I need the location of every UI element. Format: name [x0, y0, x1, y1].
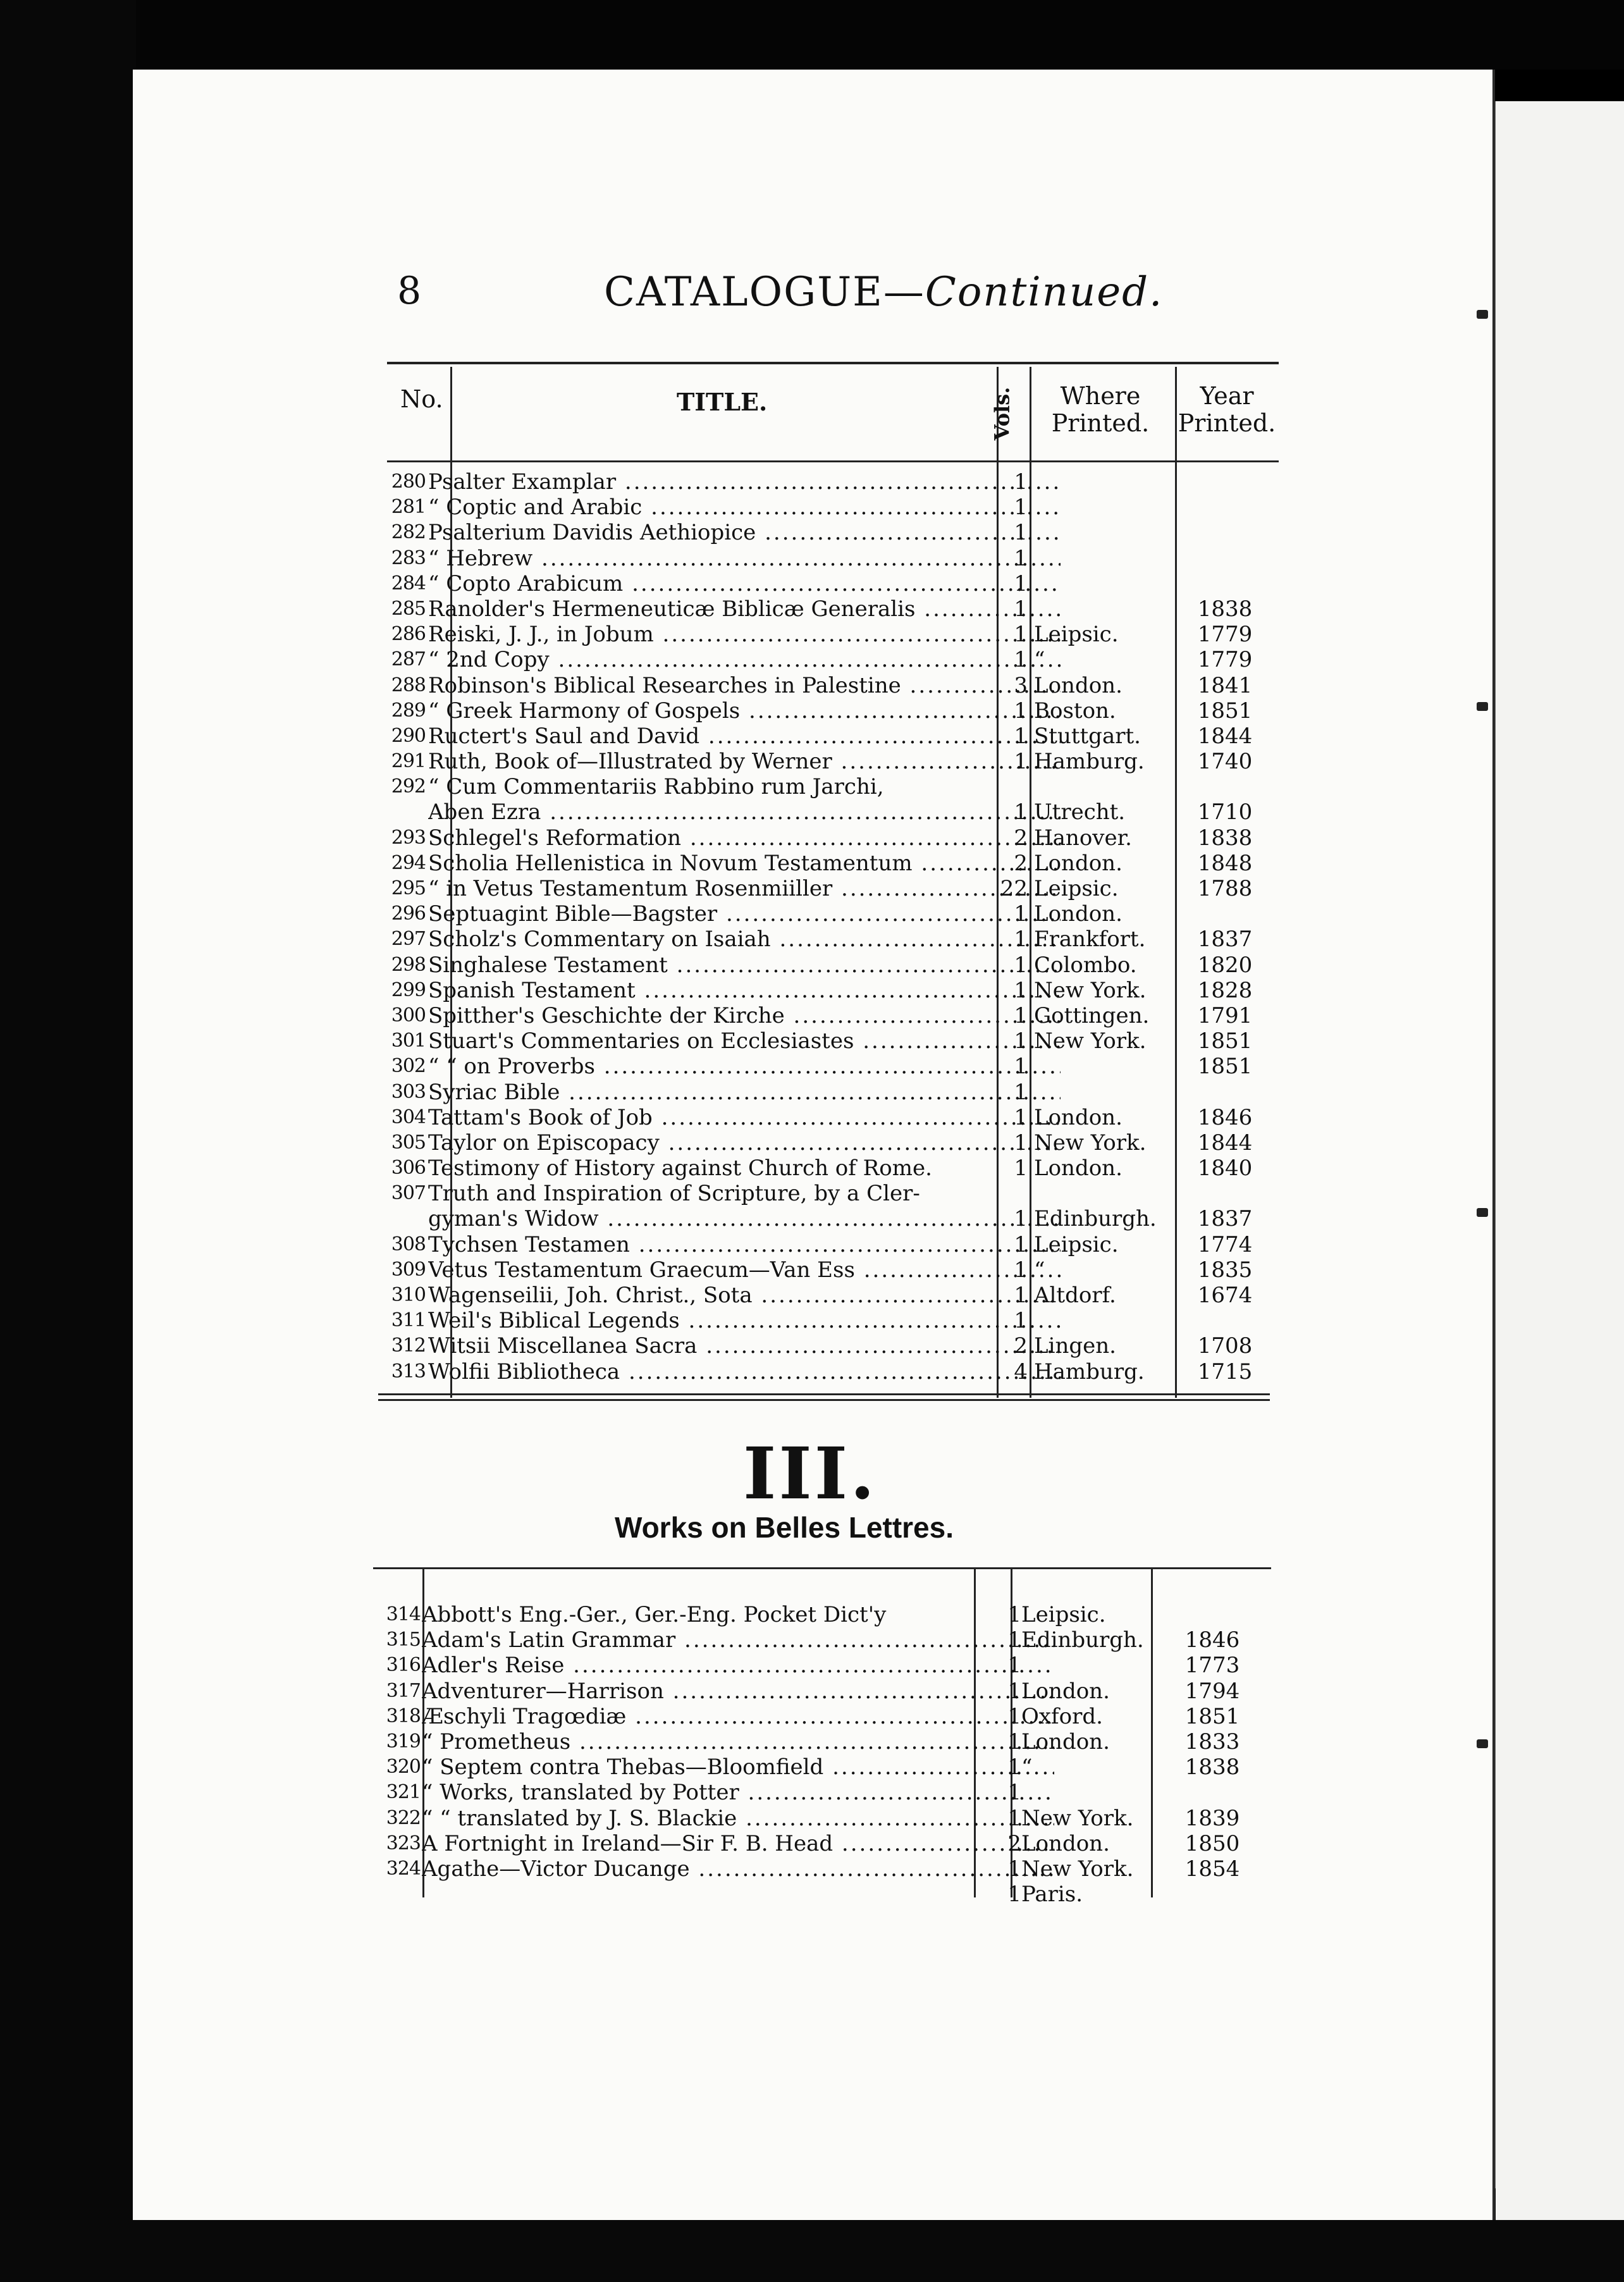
entry-title: Singhalese Testament .....	[428, 953, 1061, 978]
header-vols	[983, 383, 1021, 447]
entry-volumes: 1	[1014, 977, 1028, 1003]
entry-title: Truth and Inspiration of Scripture, by a Cler-	[428, 1181, 920, 1207]
entry-year-printed: 1837	[1197, 1206, 1253, 1232]
entry-place-printed: Leipsic.	[1021, 1602, 1106, 1627]
table-row	[389, 1156, 1287, 1181]
entry-place-printed: London.	[1034, 1156, 1123, 1181]
entry-place-printed: Altdorf.	[1034, 1283, 1116, 1308]
entry-volumes: 3	[1014, 672, 1028, 698]
scan-background-top	[0, 0, 1624, 70]
entry-number: 304	[391, 1106, 426, 1128]
scan-background-left	[0, 0, 136, 2282]
entry-volumes: 1	[1014, 1231, 1028, 1257]
entry-year-printed: 1774	[1197, 1231, 1253, 1257]
entry-year-printed: 1844	[1197, 1130, 1253, 1156]
entry-place-printed: Leipsic.	[1034, 876, 1119, 901]
table-top-rule	[387, 362, 1279, 364]
entry-year-printed: 1850	[1184, 1830, 1240, 1856]
table-row	[389, 571, 1287, 596]
entry-place-printed: London.	[1021, 1729, 1110, 1755]
table-row	[389, 978, 1287, 1003]
table-row	[389, 1054, 1287, 1079]
entry-place-printed: Hamburg.	[1034, 1359, 1145, 1385]
entry-volumes: 1	[1007, 1805, 1021, 1831]
entry-place-printed: Paris.	[1021, 1882, 1083, 1908]
entry-number: 298	[391, 953, 426, 976]
entry-title: Witsii Miscellanea Sacra .....	[428, 1333, 1061, 1359]
entry-place-printed: Lingen.	[1034, 1333, 1116, 1359]
entry-place-printed: Boston.	[1034, 698, 1116, 724]
entry-number: 284	[391, 572, 426, 595]
entry-year-printed: 1710	[1197, 799, 1253, 825]
entry-number: 306	[391, 1157, 426, 1180]
entry-place-printed: New York.	[1021, 1856, 1134, 1882]
table-row	[389, 622, 1287, 647]
entry-title: Adventurer—Harrison .....	[422, 1679, 1054, 1704]
entry-title: Stuart's Commentaries on Ecclesiastes .....	[428, 1028, 1061, 1054]
entry-title: A Fortnight in Ireland—Sir F. B. Head .....	[422, 1831, 1054, 1856]
entry-volumes: 1	[1014, 799, 1028, 825]
table-row	[389, 1181, 1287, 1206]
table-row	[389, 927, 1287, 952]
entry-number: 309	[391, 1258, 426, 1281]
entry-number: 283	[391, 546, 426, 569]
entry-title: Æschyli Tragœdiæ .....	[422, 1704, 1054, 1729]
table-row	[389, 1308, 1287, 1333]
entry-volumes: 4	[1014, 1359, 1028, 1385]
entry-title: Wagenseilii, Joh. Christ., Sota .....	[428, 1283, 1061, 1308]
belles-lettres-entries	[376, 1602, 1274, 1907]
header-title: TITLE.	[677, 388, 768, 416]
table-row	[389, 1130, 1287, 1156]
entry-year-printed: 1848	[1197, 850, 1253, 876]
entry-place-printed: “	[1034, 1257, 1045, 1283]
entry-year-printed: 1840	[1197, 1156, 1253, 1181]
entry-volumes: 1	[1014, 545, 1028, 571]
entry-volumes: 1	[1014, 952, 1028, 978]
entry-volumes: 1	[1014, 723, 1028, 749]
entry-title: Psalter Examplar .....	[428, 469, 1061, 495]
entry-number: 289	[391, 699, 426, 722]
entry-number: 320	[386, 1756, 421, 1779]
table-row	[376, 1856, 1274, 1882]
section-title: Works on Belles Lettres.	[615, 1511, 954, 1544]
entry-volumes: 2	[1014, 850, 1028, 876]
table-row	[389, 647, 1287, 672]
entry-volumes: 1	[1014, 495, 1028, 521]
entry-volumes: 1	[1007, 1755, 1021, 1780]
entry-year-printed: 1779	[1197, 647, 1253, 673]
entry-number: 295	[391, 877, 426, 899]
entry-volumes: 1	[1014, 1028, 1028, 1054]
table-row	[376, 1882, 1274, 1907]
entry-year-printed: 1674	[1197, 1283, 1253, 1308]
entry-title: “ Coptic and Arabic .....	[428, 495, 1061, 520]
entry-place-printed: Hamburg.	[1034, 749, 1145, 775]
entry-volumes: 1	[1014, 647, 1028, 673]
entry-place-printed: Utrecht.	[1034, 799, 1126, 825]
entry-year-printed: 1740	[1197, 749, 1253, 775]
header-no: No.	[400, 385, 443, 413]
table-row	[389, 1080, 1287, 1105]
entry-place-printed: Leipsic.	[1034, 1231, 1119, 1257]
entry-year-printed: 1838	[1197, 825, 1253, 851]
entry-volumes: 2	[1007, 1830, 1021, 1856]
entry-volumes: 1	[1014, 1130, 1028, 1156]
entry-place-printed: Leipsic.	[1034, 622, 1119, 648]
entry-year-printed: 1851	[1197, 1054, 1253, 1080]
table-row	[389, 520, 1287, 545]
binding-stitch	[1477, 310, 1488, 319]
entry-title: “ 2nd Copy .....	[428, 647, 1061, 672]
entry-volumes: 1	[1014, 570, 1028, 596]
entry-title: Psalterium Davidis Aethiopice .....	[428, 520, 1061, 545]
table-row	[376, 1806, 1274, 1831]
entry-number: 321	[386, 1781, 421, 1804]
table-row	[389, 673, 1287, 698]
scan-background-bottom	[0, 2220, 1624, 2282]
table-row	[376, 1729, 1274, 1755]
entry-number: 291	[391, 750, 426, 773]
entry-volumes: 1	[1007, 1678, 1021, 1704]
page-heading	[604, 269, 1163, 316]
entry-year-printed: 1833	[1184, 1729, 1240, 1755]
table-bottom-rule	[378, 1393, 1270, 1395]
entry-number: 308	[391, 1233, 426, 1255]
entry-place-printed: Frankfort.	[1034, 927, 1146, 953]
entry-title: Septuagint Bible—Bagster .....	[428, 901, 1061, 927]
entry-year-printed: 1839	[1184, 1805, 1240, 1831]
entry-title: “ in Vetus Testamentum Rosenmiiller .....	[428, 876, 1061, 901]
entry-year-printed: 1708	[1197, 1333, 1253, 1359]
table-row	[389, 876, 1287, 901]
entry-place-printed: London.	[1034, 901, 1123, 927]
entry-year-printed: 1794	[1184, 1678, 1240, 1704]
entry-volumes: 1	[1014, 1002, 1028, 1028]
entry-volumes: 2	[1014, 825, 1028, 851]
table-row	[389, 1283, 1287, 1308]
entry-year-printed: 1846	[1197, 1104, 1253, 1130]
table-row	[389, 469, 1287, 495]
entry-year-printed: 1854	[1184, 1856, 1240, 1882]
entry-number: 286	[391, 623, 426, 646]
section-table-top-rule	[373, 1567, 1271, 1569]
entry-year-printed: 1846	[1184, 1627, 1240, 1653]
heading-continued: Continued.	[925, 269, 1164, 316]
entry-number: 294	[391, 851, 426, 874]
entry-volumes: 1	[1014, 1079, 1028, 1105]
entry-year-printed: 1838	[1197, 596, 1253, 622]
table-row	[389, 546, 1287, 571]
entry-place-printed: Edinburgh.	[1034, 1206, 1157, 1232]
entry-title: Robinson's Biblical Researches in Palestine .....	[428, 673, 1061, 698]
entry-title: “ Works, translated by Potter .....	[422, 1780, 1054, 1805]
entry-number: 292	[391, 775, 426, 798]
entry-title: “ Copto Arabicum .....	[428, 571, 1061, 596]
entry-year-printed: 1773	[1184, 1653, 1240, 1679]
entry-title: gyman's Widow .....	[428, 1206, 1061, 1231]
entry-place-printed: Hanover.	[1034, 825, 1132, 851]
table-row	[389, 953, 1287, 978]
entry-place-printed: New York.	[1021, 1805, 1134, 1831]
entry-place-printed: New York.	[1034, 1130, 1147, 1156]
entry-volumes: 1	[1007, 1780, 1021, 1806]
page-number: 8	[397, 269, 422, 313]
entry-title: Scholz's Commentary on Isaiah .....	[428, 927, 1061, 952]
entry-volumes: 1	[1007, 1882, 1021, 1908]
entry-title: Agathe—Victor Ducange .....	[422, 1856, 1054, 1882]
table-row	[389, 596, 1287, 622]
entry-number: 300	[391, 1004, 426, 1027]
catalogue-entries	[389, 469, 1287, 1385]
entry-number: 302	[391, 1055, 426, 1078]
entry-year-printed: 1779	[1197, 622, 1253, 648]
entry-title: Ructert's Saul and David .....	[428, 724, 1061, 749]
entry-title: Ranolder's Hermeneuticæ Biblicæ Generalis .....	[428, 596, 1061, 622]
entry-year-printed: 1788	[1197, 876, 1253, 901]
table-row	[389, 774, 1287, 799]
entry-volumes: 1	[1007, 1627, 1021, 1653]
table-row	[376, 1679, 1274, 1704]
entry-place-printed: London.	[1034, 672, 1123, 698]
table-row	[389, 1206, 1287, 1231]
entry-number: 323	[386, 1832, 421, 1854]
header-year-printed: Year Printed.	[1178, 382, 1276, 437]
entry-title: Spanish Testament .....	[428, 978, 1061, 1003]
entry-number: 310	[391, 1284, 426, 1306]
entry-number: 324	[386, 1857, 421, 1880]
entry-title: Abbott's Eng.-Ger., Ger.-Eng. Pocket Dict'y	[422, 1602, 887, 1627]
entry-title: Adler's Reise .....	[422, 1653, 1054, 1678]
entry-number: 312	[391, 1335, 426, 1357]
entry-volumes: 1	[1014, 1054, 1028, 1080]
entry-volumes: 1	[1014, 596, 1028, 622]
entry-place-printed: Stuttgart.	[1034, 723, 1141, 749]
heading-main: CATALOGUE—	[604, 269, 925, 316]
entry-year-printed: 1837	[1197, 927, 1253, 953]
entry-title: “ Septem contra Thebas—Bloomfield .....	[422, 1755, 1054, 1780]
entry-number: 281	[391, 496, 426, 519]
entry-number: 314	[386, 1603, 421, 1625]
section-number: III.	[743, 1433, 878, 1515]
entry-title: Adam's Latin Grammar .....	[422, 1627, 1054, 1653]
table-row	[376, 1755, 1274, 1780]
entry-number: 293	[391, 826, 426, 849]
entry-place-printed: London.	[1034, 1104, 1123, 1130]
entry-title: Reiski, J. J., in Jobum .....	[428, 622, 1061, 647]
entry-title: “ “ translated by J. S. Blackie .....	[422, 1806, 1054, 1831]
table-row	[389, 799, 1287, 825]
table-row	[389, 495, 1287, 520]
entry-year-printed: 1844	[1197, 723, 1253, 749]
entry-title: Syriac Bible .....	[428, 1080, 1061, 1105]
table-row	[389, 1105, 1287, 1130]
table-row	[389, 825, 1287, 851]
entry-title: Wolfii Bibliotheca .....	[428, 1359, 1061, 1385]
entry-number: 313	[391, 1360, 426, 1383]
entry-number: 288	[391, 674, 426, 696]
entry-number: 318	[386, 1705, 421, 1727]
table-row	[389, 749, 1287, 774]
entry-title: Testimony of History against Church of Rome.	[428, 1156, 932, 1181]
entry-title: “ “ on Proverbs .....	[428, 1054, 1061, 1079]
entry-title: Spitther's Geschichte der Kirche .....	[428, 1003, 1061, 1028]
entry-volumes: 1	[1014, 1156, 1028, 1181]
table-row	[376, 1704, 1274, 1729]
header-where-printed: Where Printed.	[1051, 382, 1150, 437]
entry-place-printed: London.	[1021, 1678, 1110, 1704]
entry-volumes: 1	[1007, 1653, 1021, 1679]
entry-title: Vetus Testamentum Graecum—Van Ess .....	[428, 1257, 1061, 1283]
entry-volumes: 1	[1014, 520, 1028, 546]
entry-place-printed: “	[1021, 1755, 1033, 1780]
entry-number: 285	[391, 597, 426, 620]
entry-number: 319	[386, 1730, 421, 1753]
entry-volumes: 1	[1007, 1856, 1021, 1882]
entry-number: 280	[391, 471, 426, 493]
entry-title: Aben Ezra .....	[428, 799, 1061, 825]
entry-title: Scholia Hellenistica in Novum Testamentum .....	[428, 851, 1061, 876]
entry-title: “ Cum Commentariis Rabbino rum Jarchi,	[428, 774, 884, 800]
entry-title: Weil's Biblical Legends .....	[428, 1308, 1061, 1333]
entry-number: 282	[391, 521, 426, 544]
entry-volumes: 1	[1007, 1703, 1021, 1729]
entry-place-printed: Oxford.	[1021, 1703, 1103, 1729]
entry-title: Ruth, Book of—Illustrated by Werner .....	[428, 749, 1061, 774]
table-header-rule	[387, 460, 1279, 462]
entry-number: 307	[391, 1182, 426, 1205]
entry-year-printed: 1820	[1197, 952, 1253, 978]
table-row	[389, 901, 1287, 927]
table-row	[389, 851, 1287, 876]
header-vols-label: Vols.	[990, 386, 1014, 441]
entry-number: 287	[391, 648, 426, 671]
entry-volumes: 1	[1014, 698, 1028, 724]
table-row	[389, 1257, 1287, 1283]
entry-year-printed: 1851	[1184, 1703, 1240, 1729]
entry-volumes: 1	[1014, 469, 1028, 495]
facing-page-edge	[1496, 101, 1624, 2282]
table-row	[389, 724, 1287, 749]
entry-title: “ Greek Harmony of Gospels .....	[428, 698, 1061, 724]
entry-year-printed: 1791	[1197, 1002, 1253, 1028]
entry-place-printed: New York.	[1034, 1028, 1147, 1054]
entry-volumes: 1	[1014, 1104, 1028, 1130]
entry-place-printed: New York.	[1034, 977, 1147, 1003]
entry-number: 317	[386, 1679, 421, 1702]
table-row	[389, 1003, 1287, 1028]
entry-number: 322	[386, 1806, 421, 1829]
table-row	[389, 1333, 1287, 1359]
entry-volumes: 1	[1014, 622, 1028, 648]
entry-number: 303	[391, 1080, 426, 1103]
entry-title: Schlegel's Reformation .....	[428, 825, 1061, 851]
entry-place-printed: “	[1034, 647, 1045, 673]
entry-number: 297	[391, 928, 426, 951]
entry-number: 301	[391, 1030, 426, 1052]
entry-place-printed: Gottingen.	[1034, 1002, 1150, 1028]
entry-title: Taylor on Episcopacy .....	[428, 1130, 1061, 1156]
table-row	[376, 1780, 1274, 1805]
entry-title: “ Hebrew .....	[428, 546, 1061, 571]
entry-volumes: 1	[1014, 1283, 1028, 1308]
entry-year-printed: 1835	[1197, 1257, 1253, 1283]
entry-volumes: 1	[1014, 1257, 1028, 1283]
binding-stitch	[1477, 1739, 1488, 1748]
entry-place-printed: Colombo.	[1034, 952, 1137, 978]
table-row	[376, 1653, 1274, 1678]
entry-year-printed: 1828	[1197, 977, 1253, 1003]
entry-volumes: 1	[1007, 1729, 1021, 1755]
entry-title: Tychsen Testamen .....	[428, 1232, 1061, 1257]
table-bottom-rule-double	[378, 1399, 1270, 1401]
table-row	[389, 1359, 1287, 1385]
table-row	[376, 1627, 1274, 1653]
entry-place-printed: London.	[1021, 1830, 1110, 1856]
entry-number: 290	[391, 724, 426, 747]
table-row	[376, 1602, 1274, 1627]
entry-volumes: 1	[1014, 1206, 1028, 1232]
entry-number: 299	[391, 978, 426, 1001]
entry-year-printed: 1841	[1197, 672, 1253, 698]
entry-volumes: 1	[1014, 901, 1028, 927]
entry-number: 315	[386, 1629, 421, 1651]
table-row	[376, 1831, 1274, 1856]
entry-volumes: 1	[1014, 927, 1028, 953]
entry-number: 305	[391, 1131, 426, 1154]
entry-year-printed: 1838	[1184, 1755, 1240, 1780]
entry-year-printed: 1851	[1197, 1028, 1253, 1054]
entry-number: 316	[386, 1654, 421, 1677]
entry-number: 311	[391, 1309, 426, 1332]
table-row	[389, 1028, 1287, 1054]
entry-volumes: 1	[1007, 1602, 1021, 1627]
binding-stitch	[1477, 702, 1488, 711]
binding-stitch	[1477, 1208, 1488, 1217]
entry-place-printed: Edinburgh.	[1021, 1627, 1144, 1653]
table-row	[389, 698, 1287, 724]
entry-volumes: 1	[1014, 749, 1028, 775]
entry-number: 296	[391, 903, 426, 925]
table-row	[389, 1232, 1287, 1257]
entry-title: “ Prometheus .....	[422, 1729, 1054, 1755]
entry-title: Tattam's Book of Job .....	[428, 1105, 1061, 1130]
entry-year-printed: 1851	[1197, 698, 1253, 724]
entry-volumes: 1	[1014, 1308, 1028, 1334]
entry-volumes: 22	[1000, 876, 1028, 901]
entry-place-printed: London.	[1034, 850, 1123, 876]
entry-year-printed: 1715	[1197, 1359, 1253, 1385]
entry-volumes: 2	[1014, 1333, 1028, 1359]
